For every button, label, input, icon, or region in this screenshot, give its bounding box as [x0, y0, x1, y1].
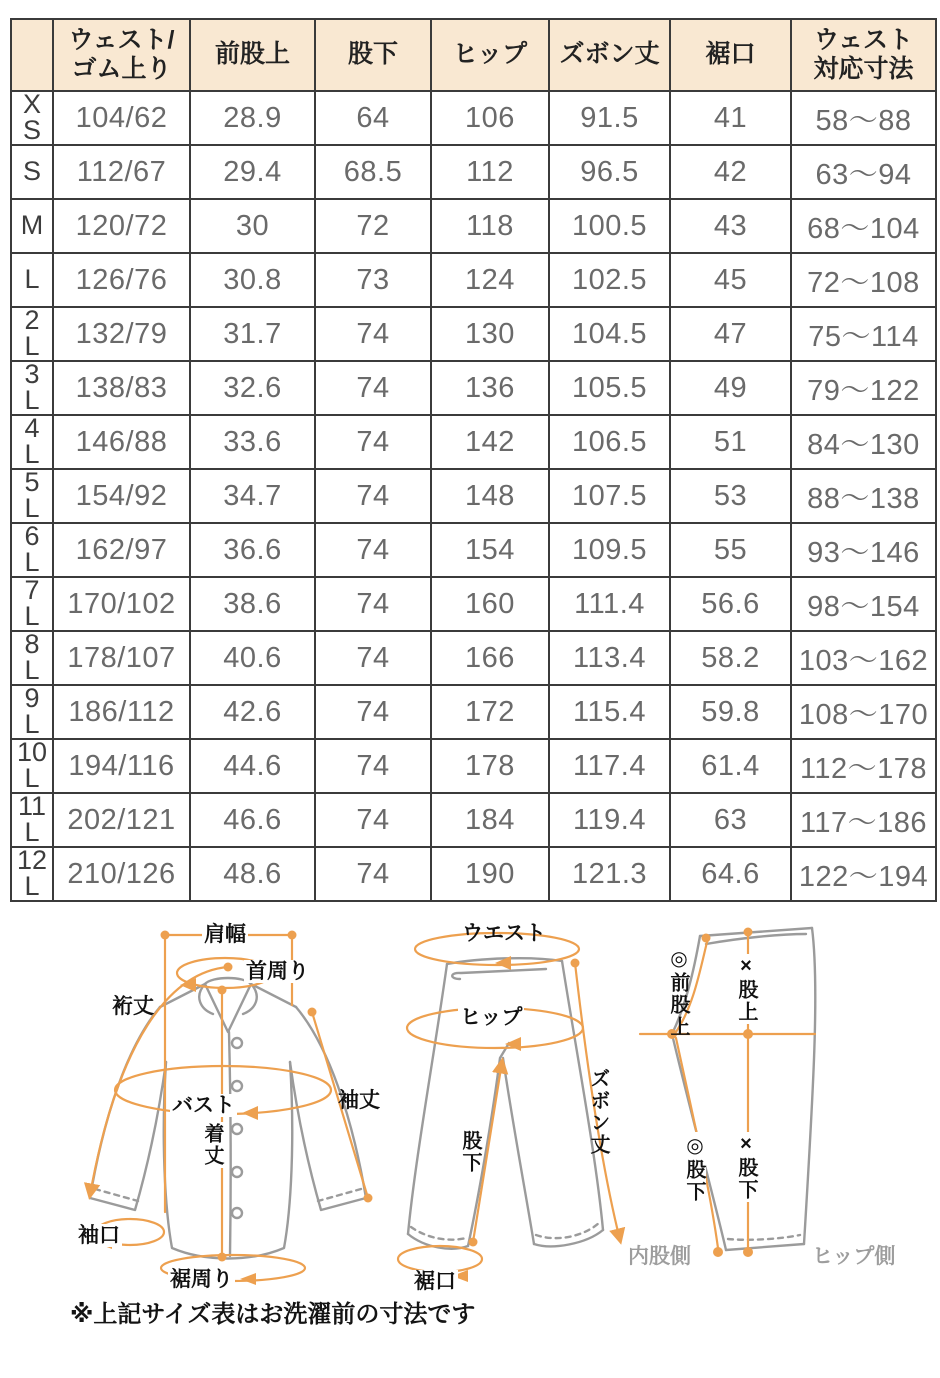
- measurement-cell: 74: [315, 523, 431, 577]
- measurement-cell: 74: [315, 577, 431, 631]
- measurement-cell: 109.5: [549, 523, 670, 577]
- size-label: 10 L: [11, 739, 53, 793]
- measurement-cell: 190: [431, 847, 549, 901]
- measurement-cell: 96.5: [549, 145, 670, 199]
- column-header: 前股上: [190, 19, 315, 91]
- column-header: ウェスト/ ゴム上り: [53, 19, 190, 91]
- table-row: [11, 307, 936, 361]
- measurement-cell: 72: [315, 199, 431, 253]
- measurement-cell: 104.5: [549, 307, 670, 361]
- side-hem: [726, 1244, 804, 1250]
- size-table-head-row: [11, 19, 936, 91]
- table-row: [11, 577, 936, 631]
- column-header: 股下: [315, 19, 431, 91]
- measurement-cell: 74: [315, 415, 431, 469]
- measurement-cell: 41: [670, 91, 791, 145]
- measurement-cell: 47: [670, 307, 791, 361]
- measurement-cell: 75〜114: [791, 307, 936, 361]
- column-header: 裾口: [670, 19, 791, 91]
- table-row: [11, 793, 936, 847]
- pants-right-hem-stitch: [536, 1222, 600, 1238]
- measurement-cell: 138/83: [53, 361, 190, 415]
- measurement-cell: 106.5: [549, 415, 670, 469]
- size-label: 11 L: [11, 793, 53, 847]
- measurement-cell: 42: [670, 145, 791, 199]
- yuki-length-label: 裄丈: [112, 995, 154, 1018]
- measurement-cell: 115.4: [549, 685, 670, 739]
- column-header: ヒップ: [431, 19, 549, 91]
- inseam-label: 股下: [459, 1130, 481, 1174]
- table-row: [11, 847, 936, 901]
- measurement-cell: 63: [670, 793, 791, 847]
- measurement-cell: 45: [670, 253, 791, 307]
- hem-opening-ellipse: [398, 1246, 482, 1272]
- measurement-cell: 74: [315, 739, 431, 793]
- measurement-cell: 61.4: [670, 739, 791, 793]
- shirt-button: [232, 1167, 242, 1177]
- measurement-cell: 178: [431, 739, 549, 793]
- measurement-cell: 73: [315, 253, 431, 307]
- measurement-cell: 64: [315, 91, 431, 145]
- measurement-cell: 132/79: [53, 307, 190, 361]
- measurement-cell: 98〜154: [791, 577, 936, 631]
- measurement-cell: 31.7: [190, 307, 315, 361]
- measurement-cell: 91.5: [549, 91, 670, 145]
- neck-label: 首周り: [246, 960, 309, 983]
- measurement-cell: 43: [670, 199, 791, 253]
- measurement-cell: 44.6: [190, 739, 315, 793]
- measurement-cell: 40.6: [190, 631, 315, 685]
- measurement-cell: 74: [315, 631, 431, 685]
- shirt-body: [164, 1062, 292, 1259]
- measurement-cell: 74: [315, 361, 431, 415]
- measurement-cell: 32.6: [190, 361, 315, 415]
- table-row: [11, 685, 936, 739]
- measurement-cell: 30: [190, 199, 315, 253]
- measurement-cell: 29.4: [190, 145, 315, 199]
- measurement-cell: 74: [315, 793, 431, 847]
- size-label: 7 L: [11, 577, 53, 631]
- measurement-cell: 146/88: [53, 415, 190, 469]
- hip-side-label: ヒップ側: [812, 1245, 896, 1268]
- measurement-cell: 160: [431, 577, 549, 631]
- measurement-cell: 93〜146: [791, 523, 936, 577]
- measurement-cell: 111.4: [549, 577, 670, 631]
- measurement-cell: 33.6: [190, 415, 315, 469]
- measurement-cell: 38.6: [190, 577, 315, 631]
- shirt-collar-opening: [205, 984, 251, 1032]
- measurement-cell: 64.6: [670, 847, 791, 901]
- hip-label: ヒップ: [460, 1006, 523, 1029]
- measurement-cell: 126/76: [53, 253, 190, 307]
- pants-left-outer: [408, 964, 447, 1234]
- measurement-cell: 102.5: [549, 253, 670, 307]
- size-table-body: [11, 91, 936, 901]
- shirt-button: [232, 1208, 242, 1218]
- measurement-cell: 122〜194: [791, 847, 936, 901]
- measurement-cell: 34.7: [190, 469, 315, 523]
- measurement-cell: 112〜178: [791, 739, 936, 793]
- measurement-cell: 178/107: [53, 631, 190, 685]
- table-row: [11, 361, 936, 415]
- measurement-cell: 112: [431, 145, 549, 199]
- measurement-cell: 104/62: [53, 91, 190, 145]
- body-length-label: 着丈: [201, 1123, 223, 1167]
- measurement-cell: 117〜186: [791, 793, 936, 847]
- measurement-cell: 58〜88: [791, 91, 936, 145]
- measurement-cell: 28.9: [190, 91, 315, 145]
- measurement-cell: 103〜162: [791, 631, 936, 685]
- measurement-cell: 30.8: [190, 253, 315, 307]
- cuff-label: 袖口: [78, 1224, 120, 1247]
- measurement-diagrams: [0, 910, 940, 1292]
- side-hem-stitch: [728, 1235, 800, 1240]
- inseam-b-label: ×股下: [735, 1133, 757, 1201]
- pre-wash-note: ※上記サイズ表はお洗濯前の寸法です: [70, 1301, 476, 1328]
- measurement-cell: 74: [315, 847, 431, 901]
- measurement-cell: 130: [431, 307, 549, 361]
- size-label: 8 L: [11, 631, 53, 685]
- measurement-diagram-canvas: [0, 910, 940, 1292]
- measurement-cell: 172: [431, 685, 549, 739]
- size-label: 9 L: [11, 685, 53, 739]
- measurement-cell: 194/116: [53, 739, 190, 793]
- measurement-cell: 166: [431, 631, 549, 685]
- measurement-cell: 46.6: [190, 793, 315, 847]
- rise-label: ×股上: [735, 955, 757, 1023]
- measurement-cell: 154/92: [53, 469, 190, 523]
- side-hip-edge: [804, 928, 815, 1244]
- size-table-head: [11, 19, 936, 91]
- size-label: 3 L: [11, 361, 53, 415]
- hem-opening-label: 裾口: [414, 1270, 456, 1293]
- measurement-cell: 112/67: [53, 145, 190, 199]
- size-label: X S: [11, 91, 53, 145]
- measurement-cell: 49: [670, 361, 791, 415]
- measurement-cell: 170/102: [53, 577, 190, 631]
- size-label: S: [11, 145, 53, 199]
- column-header: [11, 19, 53, 91]
- hem-round-label: 裾周り: [170, 1268, 233, 1291]
- shirt-right-cuff-stitch: [318, 1189, 361, 1201]
- table-row: [11, 253, 936, 307]
- measurement-cell: 74: [315, 685, 431, 739]
- measurement-cell: 68〜104: [791, 199, 936, 253]
- measurement-cell: 121.3: [549, 847, 670, 901]
- table-row: [11, 631, 936, 685]
- table-row: [11, 91, 936, 145]
- measurement-cell: 72〜108: [791, 253, 936, 307]
- pants-waistband-stitch: [452, 969, 546, 979]
- measurement-cell: 100.5: [549, 199, 670, 253]
- measurement-cell: 154: [431, 523, 549, 577]
- inner-side-label: 内股側: [628, 1245, 691, 1268]
- measurement-cell: 136: [431, 361, 549, 415]
- size-label: 6 L: [11, 523, 53, 577]
- table-row: [11, 415, 936, 469]
- measurement-cell: 202/121: [53, 793, 190, 847]
- measurement-cell: 118: [431, 199, 549, 253]
- column-header: ズボン丈: [549, 19, 670, 91]
- measurement-cell: 79〜122: [791, 361, 936, 415]
- table-row: [11, 523, 936, 577]
- pants-length-label: ズボン丈: [587, 1068, 609, 1156]
- measurement-cell: 142: [431, 415, 549, 469]
- measurement-cell: 53: [670, 469, 791, 523]
- measurement-cell: 88〜138: [791, 469, 936, 523]
- measurement-cell: 162/97: [53, 523, 190, 577]
- measurement-cell: 119.4: [549, 793, 670, 847]
- size-label: 2 L: [11, 307, 53, 361]
- bust-label: バスト: [172, 1094, 235, 1117]
- measurement-cell: 107.5: [549, 469, 670, 523]
- table-row: [11, 739, 936, 793]
- measurement-cell: 42.6: [190, 685, 315, 739]
- shirt-left-cuff-stitch: [95, 1189, 138, 1201]
- column-header: ウェスト 対応寸法: [791, 19, 936, 91]
- inseam-a-label: ◎股下: [683, 1133, 705, 1203]
- shirt-button: [232, 1124, 242, 1134]
- measurement-cell: 210/126: [53, 847, 190, 901]
- table-row: [11, 145, 936, 199]
- measurement-cell: 74: [315, 469, 431, 523]
- shirt-button: [232, 1038, 242, 1048]
- size-table: [10, 18, 937, 902]
- measurement-cell: 68.5: [315, 145, 431, 199]
- measurement-cell: 59.8: [670, 685, 791, 739]
- front-rise-label: ◎前股上: [667, 946, 689, 1038]
- measurement-cell: 74: [315, 307, 431, 361]
- measurement-cell: 63〜94: [791, 145, 936, 199]
- measurement-cell: 148: [431, 469, 549, 523]
- shoulder-width-label: 肩幅: [204, 923, 246, 946]
- measurement-cell: 117.4: [549, 739, 670, 793]
- measurement-cell: 55: [670, 523, 791, 577]
- measurement-cell: 120/72: [53, 199, 190, 253]
- table-row: [11, 199, 936, 253]
- measurement-cell: 105.5: [549, 361, 670, 415]
- measurement-cell: 113.4: [549, 631, 670, 685]
- size-label: M: [11, 199, 53, 253]
- table-row: [11, 469, 936, 523]
- measurement-cell: 84〜130: [791, 415, 936, 469]
- shirt-button: [232, 1081, 242, 1091]
- waist-label: ウエスト: [462, 922, 546, 945]
- measurement-cell: 36.6: [190, 523, 315, 577]
- measurement-cell: 108〜170: [791, 685, 936, 739]
- pants-left-hem-stitch: [411, 1227, 466, 1240]
- size-label: 12 L: [11, 847, 53, 901]
- measurement-cell: 48.6: [190, 847, 315, 901]
- measurement-cell: 124: [431, 253, 549, 307]
- size-label: 5 L: [11, 469, 53, 523]
- measurement-cell: 58.2: [670, 631, 791, 685]
- size-label: L: [11, 253, 53, 307]
- measurement-cell: 56.6: [670, 577, 791, 631]
- measurement-cell: 51: [670, 415, 791, 469]
- measurement-cell: 186/112: [53, 685, 190, 739]
- sleeve-length-label: 袖丈: [338, 1089, 380, 1112]
- size-label: 4 L: [11, 415, 53, 469]
- measurement-cell: 106: [431, 91, 549, 145]
- measurement-cell: 184: [431, 793, 549, 847]
